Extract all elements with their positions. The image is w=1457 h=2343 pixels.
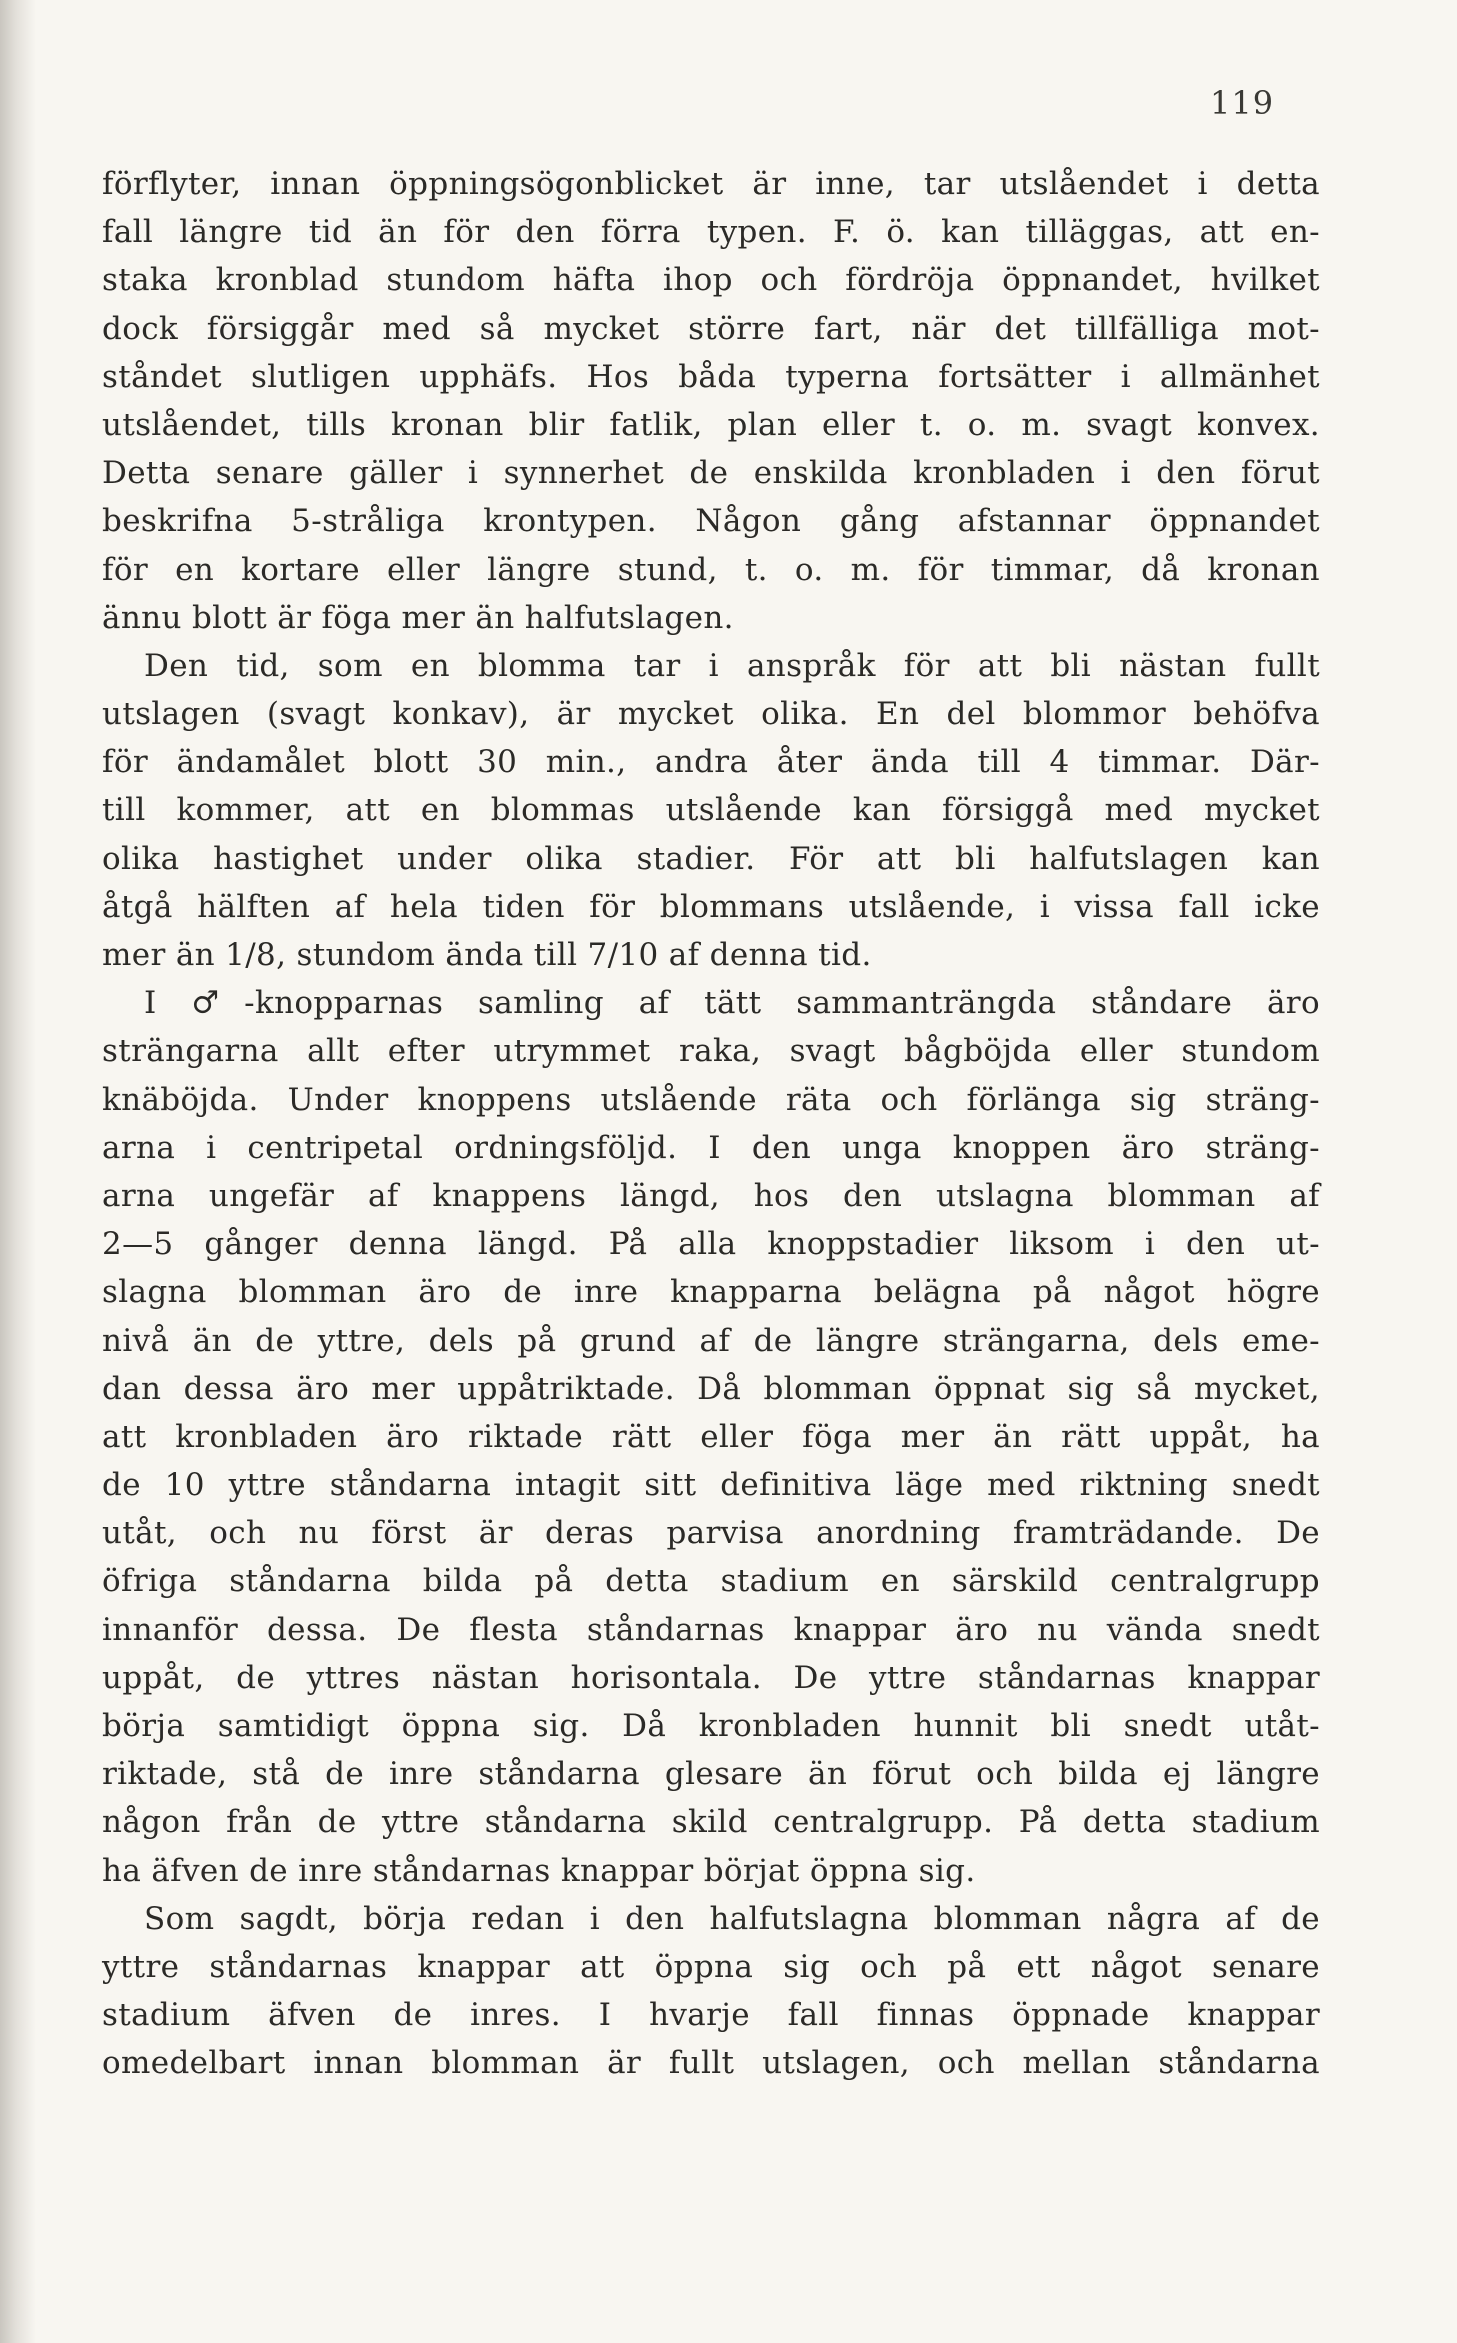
text-line: till kommer, att en blommas utslående kan försiggå med mycket [102,792,1320,829]
text-line: Detta senare gäller i synnerhet de enskilda kronbladen i den förut [102,455,1320,492]
text-line: knäböjda. Under knoppens utslående räta och förlänga sig sträng- [102,1081,1320,1118]
text-line: utslåendet, tills kronan blir fatlik, plan eller t. o. m. svagt konvex. [102,406,1320,443]
text-line: för en kortare eller längre stund, t. o. m. för timmar, då kronan [102,551,1320,588]
text-line: uppåt, de yttres nästan horisontala. De yttre ståndarnas knappar [102,1659,1320,1696]
text-line: innanför dessa. De flesta ståndarnas knappar äro nu vända snedt [102,1611,1320,1648]
text-line: slagna blomman äro de inre knapparna belägna på något högre [102,1274,1320,1311]
text-line: börja samtidigt öppna sig. Då kronbladen hunnit bli snedt utåt- [102,1708,1320,1744]
text-line: dock försiggår med så mycket större fart, när det tillfälliga mot- [102,310,1320,347]
paragraph-start-line: I ♂-knopparnas samling af tätt sammanträngda ståndare äro [144,985,1320,1022]
text-line: strängarna allt efter utrymmet raka, svagt bågböjda eller stundom [102,1033,1320,1070]
text-line: dan dessa äro mer uppåtriktade. Då blomman öppnat sig så mycket, [102,1370,1320,1407]
text-line: arna ungefär af knappens längd, hos den utslagna blomman af [102,1177,1320,1214]
text-line: åtgå hälften af hela tiden för blommans utslående, i vissa fall icke [102,888,1320,925]
text-line: riktade, stå de inre ståndarna glesare än förut och bilda ej längre [102,1756,1320,1793]
text-line: stadium äfven de inres. I hvarje fall finnas öppnade knappar [102,1997,1320,2034]
text-line: utslagen (svagt konkav), är mycket olika. En del blommor behöfva [102,696,1320,733]
text-line: ännu blott är föga mer än halfutslagen. [102,599,734,636]
text-line: ståndet slutligen upphäfs. Hos båda typerna fortsätter i allmänhet [102,358,1320,395]
body-text [102,160,1320,2088]
text-line: mer än 1/8, stundom ända till 7/10 af denna tid. [102,937,872,973]
paragraph-start-line: Som sagdt, börja redan i den halfutslagna blomman några af de [144,1900,1320,1937]
text-line: olika hastighet under olika stadier. För att bli halfutslagen kan [102,840,1320,877]
text-line: fall längre tid än för den förra typen. F. ö. kan tilläggas, att en- [102,214,1320,251]
text-line: utåt, och nu först är deras parvisa anordning framträdande. De [102,1515,1320,1552]
text-line: nivå än de yttre, dels på grund af de längre strängarna, dels eme- [102,1322,1320,1359]
text-line: beskrifna 5-stråliga krontypen. Någon gång afstannar öppnandet [102,503,1320,540]
text-line: omedelbart innan blomman är fullt utslagen, och mellan ståndarna [102,2045,1320,2082]
text-line: ha äfven de inre ståndarnas knappar börjat öppna sig. [102,1852,976,1889]
page-number: 119 [1210,84,1275,122]
text-line: öfriga ståndarna bilda på detta stadium en särskild centralgrupp [102,1563,1320,1600]
paragraph-start-line: Den tid, som en blomma tar i anspråk för att bli nästan fullt [144,647,1320,684]
text-line: de 10 yttre ståndarna intagit sitt definitiva läge med riktning snedt [102,1467,1320,1504]
text-line: för ändamålet blott 30 min., andra åter ända till 4 timmar. Där- [102,744,1320,781]
text-line: förflyter, innan öppningsögonblicket är inne, tar utslåendet i detta [102,166,1320,202]
text-line: yttre ståndarnas knappar att öppna sig och på ett något senare [102,1948,1320,1985]
text-line: arna i centripetal ordningsföljd. I den unga knoppen äro sträng- [102,1129,1320,1166]
text-line: någon från de yttre ståndarna skild centralgrupp. På detta stadium [102,1804,1320,1841]
text-line: att kronbladen äro riktade rätt eller föga mer än rätt uppåt, ha [102,1418,1320,1455]
page-spine-shadow [0,0,36,2343]
text-line: staka kronblad stundom häfta ihop och fördröja öppnandet, hvilket [102,262,1320,299]
text-line: 2—5 gånger denna längd. På alla knoppstadier liksom i den ut- [102,1226,1320,1263]
